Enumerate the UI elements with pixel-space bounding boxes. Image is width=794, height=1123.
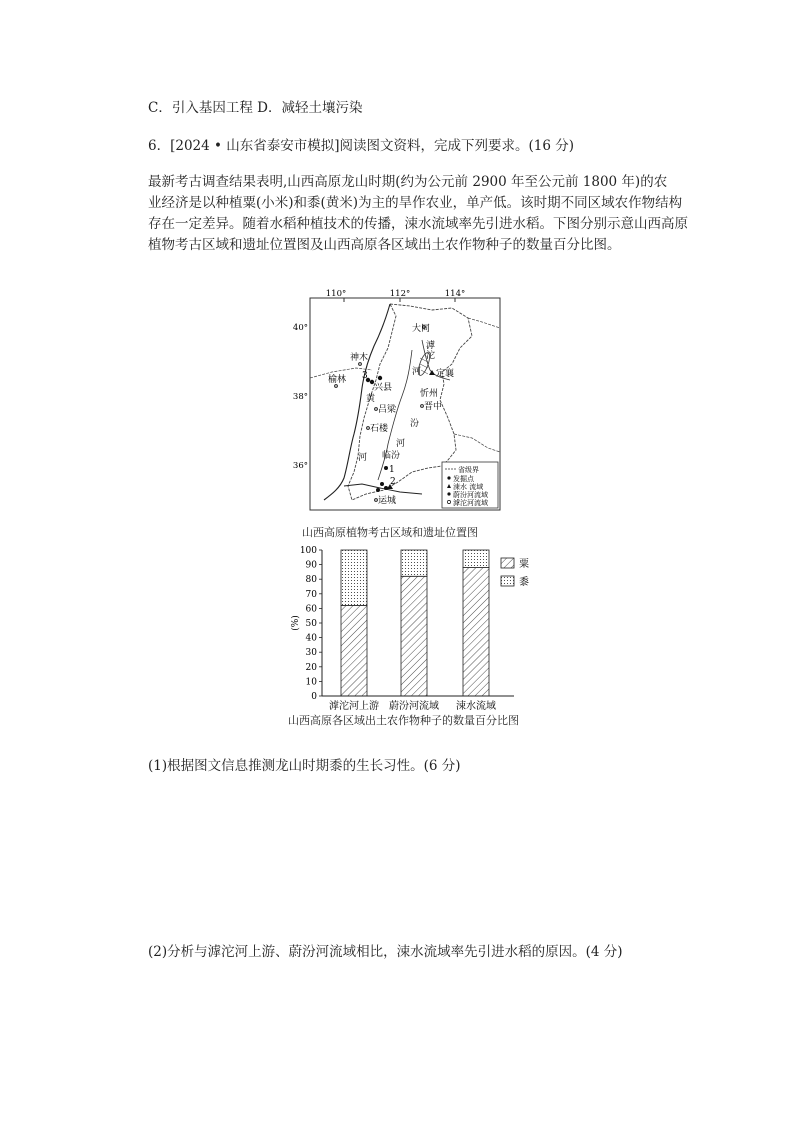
x-tick-label: 涑水流域 bbox=[456, 701, 496, 712]
chart-caption: 山西高原各区域出土农作物种子的数量百分比图 bbox=[288, 714, 519, 727]
lat-label: 36° bbox=[292, 461, 308, 471]
paragraph-line: 植物考古区域和遗址位置图及山西高原各区域出土农作物种子的数量百分比图。 bbox=[148, 237, 621, 253]
place-label: 晋中 bbox=[424, 402, 443, 412]
bar-broomcorn bbox=[463, 550, 489, 568]
site-dot bbox=[384, 466, 388, 470]
legend-label: 发掘点 bbox=[453, 475, 474, 483]
site-number: 2 bbox=[390, 477, 396, 487]
river-label: 滹 bbox=[426, 341, 436, 351]
x-tick-label: 蔚汾河流域 bbox=[389, 701, 439, 712]
paragraph-line: 存在一定差异。随着水稻种植技术的传播，涑水流域率先引进水稻。下图分别示意山西高原 bbox=[148, 216, 688, 232]
place-label: 吕梁 bbox=[378, 405, 397, 415]
place-label: 神木 bbox=[350, 353, 369, 363]
y-tick-label: 40 bbox=[305, 633, 317, 644]
question-paragraph bbox=[148, 172, 688, 256]
river-label: 河 bbox=[396, 439, 406, 449]
legend-label: 蔚汾河流域 bbox=[453, 491, 488, 499]
legend-swatch bbox=[501, 558, 514, 568]
x-tick-label: 滹沱河上游 bbox=[329, 701, 379, 712]
site-dot bbox=[380, 482, 384, 486]
bar-broomcorn bbox=[401, 550, 427, 576]
place-label: 大同 bbox=[412, 324, 431, 334]
y-tick-label: 20 bbox=[305, 662, 317, 673]
bar-millet bbox=[401, 576, 427, 696]
site-dot bbox=[378, 376, 382, 380]
legend-label: 黍 bbox=[519, 577, 529, 588]
y-tick-label: 0 bbox=[311, 692, 317, 702]
site-dot bbox=[384, 486, 388, 490]
river-label: 黄 bbox=[366, 394, 376, 404]
bar-broomcorn bbox=[341, 550, 367, 605]
river-label: 河 bbox=[412, 367, 422, 377]
y-tick-label: 70 bbox=[305, 589, 317, 600]
question-header: 6．[2024 • 山东省泰安市模拟]阅读图文资料，完成下列要求。(16 分) bbox=[148, 138, 575, 154]
site-dot bbox=[376, 488, 380, 492]
paragraph-line: 业经济是以种植粟(小米)和黍(黄米)为主的旱作农业，单产低。该时期不同区域农作物结构 bbox=[148, 195, 683, 211]
bar-millet bbox=[341, 605, 367, 696]
river-label: 河 bbox=[358, 453, 368, 463]
map-caption: 山西高原植物考古区域和遗址位置图 bbox=[302, 526, 478, 539]
y-tick-label: 30 bbox=[305, 648, 317, 659]
paragraph-line: 最新考古调查结果表明,山西高原龙山时期(约为公元前 2900 年至公元前 1800 年)的农 bbox=[148, 174, 668, 190]
site-map bbox=[292, 288, 504, 520]
place-label: 忻州 bbox=[420, 389, 439, 399]
sub-question-2: (2)分析与滹沱河上游、蔚汾河流域相比，涑水流域率先引进水稻的原因。(4 分) bbox=[148, 944, 623, 960]
lat-label: 40° bbox=[292, 323, 308, 333]
legend-label: 涑水 流域 bbox=[453, 483, 484, 491]
place-label: 石楼 bbox=[370, 424, 389, 434]
place-label: 临汾 bbox=[382, 451, 401, 461]
y-tick-label: 100 bbox=[299, 546, 317, 556]
y-axis-label: (%) bbox=[291, 615, 301, 631]
option-line: C．引入基因工程 D．减轻土壤污染 bbox=[148, 100, 363, 116]
legend-label: 粟 bbox=[519, 559, 529, 570]
lon-label: 110° bbox=[325, 289, 347, 299]
place-label: 定襄 bbox=[436, 369, 455, 379]
y-tick-label: 10 bbox=[305, 677, 317, 688]
place-label: 榆林 bbox=[328, 375, 347, 385]
bar-millet bbox=[463, 568, 489, 696]
legend-label: 滹沱河流域 bbox=[453, 499, 488, 507]
river-label: 沱 bbox=[426, 351, 436, 361]
river-label: 汾 bbox=[410, 419, 420, 429]
lat-label: 38° bbox=[292, 392, 308, 402]
y-tick-label: 60 bbox=[305, 604, 317, 615]
sub-question-1: (1)根据图文信息推测龙山时期黍的生长习性。(6 分) bbox=[148, 758, 461, 774]
lon-label: 112° bbox=[389, 289, 411, 299]
legend-label: 省级界 bbox=[458, 466, 479, 474]
site-number: 1 bbox=[389, 465, 395, 475]
lon-label: 114° bbox=[444, 289, 466, 299]
y-tick-label: 80 bbox=[305, 575, 317, 586]
place-label: 兴县 bbox=[374, 383, 393, 393]
place-label: 运城 bbox=[378, 496, 397, 506]
legend-swatch bbox=[501, 576, 514, 586]
y-tick-label: 90 bbox=[305, 560, 317, 571]
crop-chart bbox=[284, 540, 544, 725]
site-number: 3 bbox=[362, 371, 368, 381]
y-tick-label: 50 bbox=[305, 619, 317, 629]
